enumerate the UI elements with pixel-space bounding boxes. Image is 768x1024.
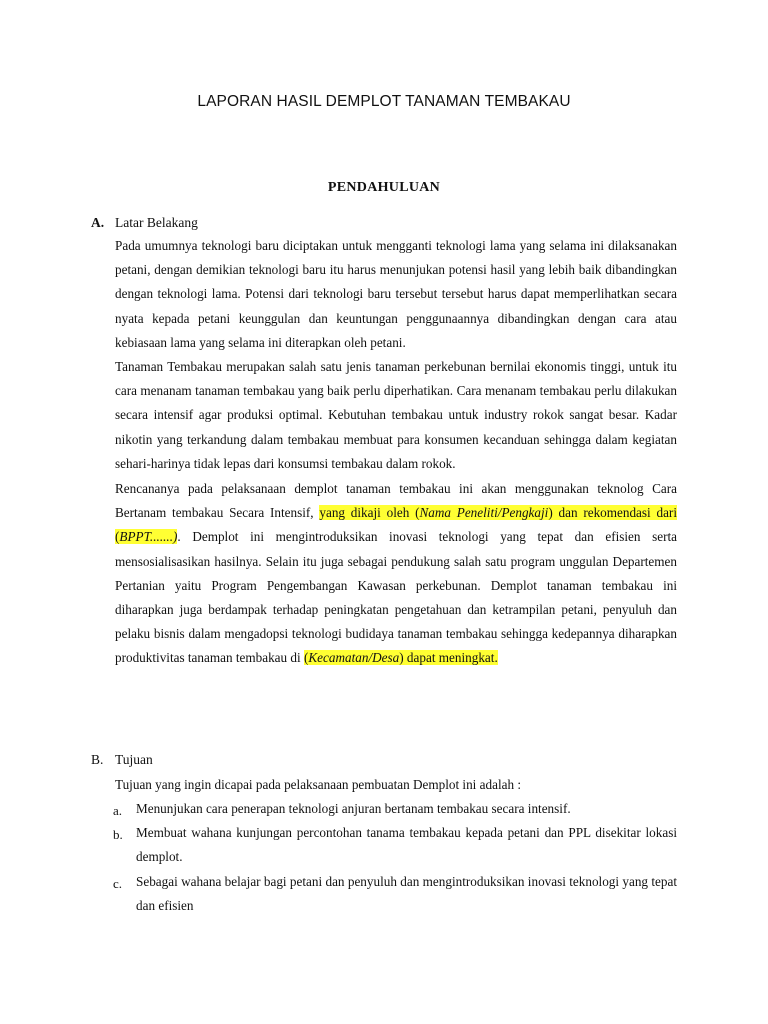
section-a-marker: A.	[91, 215, 105, 230]
list-item-marker: a.	[113, 803, 123, 818]
list-item-marker: b.	[113, 827, 123, 842]
document-title: LAPORAN HASIL DEMPLOT TANAMAN TEMBAKAU	[197, 93, 571, 110]
highlight-researcher: yang dikaji oleh (Nama Peneliti/Pengkaji) dan rekomendasi dari (BPPT.......)	[115, 505, 677, 545]
background-paragraph-2: Tanaman Tembakau merupakan salah satu jenis tanaman perkebunan bernilai ekonomis tinggi, untuk itu cara menanam tanaman tembakau yang baik perlu diperhatikan. Cara menanam tembakau perlu dilakukan secara intensif agar produksi optimal. Kebutuhan tembakau untuk industry rokok sangat besar. Kadar nikotin yang terkandung dalam tembakau membuat para konsumen kecanduan sehingga dalam kegiatan sehari-harinya tidak lepas dari konsumsi tembakau dalam rokok.	[115, 359, 677, 471]
paragraph-3-part-2: . Demplot ini mengintroduksikan inovasi teknologi yang tepat dan efisien serta mensosialisasikan hasilnya. Selain itu juga sebagai pendukung salah satu program unggulan Departemen Pertanian yaitu Program Pengembangan Kawasan perkebunan. Demplot tanaman tembakau ini diharapkan juga berdampak terhadap peningkatan pengetahuan dan ketrampilan petani, penyuluh dan pelaku bisnis dalam mengadopsi teknologi budidaya tanaman tembakau sehingga kedepannya diharapkan produktivitas tanaman tembakau di	[115, 529, 677, 666]
section-b-label: Tujuan	[115, 752, 153, 767]
highlight-location: (Kecamatan/Desa) dapat meningkat.	[303, 650, 498, 666]
list-item: Menunjukan cara penerapan teknologi anjuran bertanam tembakau secara intensif.	[136, 801, 571, 816]
background-paragraph-3	[115, 477, 677, 671]
paragraph-3-part-1: Rencananya pada pelaksanaan demplot tanaman tembakau ini akan menggunakan teknolog Cara Bertanam tembakau Secara Intensif,	[115, 481, 677, 521]
section-a-label: Latar Belakang	[115, 215, 198, 230]
list-item: Sebagai wahana belajar bagi petani dan penyuluh dan mengintroduksikan inovasi teknologi yang tepat dan efisien	[136, 874, 677, 914]
list-item: Membuat wahana kunjungan percontohan tanama tembakau kepada petani dan PPL disekitar lokasi demplot.	[136, 825, 677, 865]
list-item-marker: c.	[113, 876, 123, 891]
objectives-intro: Tujuan yang ingin dicapai pada pelaksanaan pembuatan Demplot ini adalah :	[115, 777, 522, 792]
background-paragraph-1: Pada umumnya teknologi baru diciptakan untuk mengganti teknologi lama yang selama ini dilaksanakan petani, dengan demikian teknologi baru itu harus menunjukan potensi hasil yang lebih baik dibandingkan dengan teknologi lama. Potensi dari teknologi baru tersebut tersebut harus dapat memperlihatkan secara nyata kepada petani keunggulan dan keuntungan penggunaannya dibandingkan dengan cara atau kebiasaan lama yang selama ini diterapkan oleh petani.	[115, 238, 677, 350]
section-b-marker: B.	[91, 752, 104, 767]
section-heading: PENDAHULUAN	[327, 180, 441, 195]
